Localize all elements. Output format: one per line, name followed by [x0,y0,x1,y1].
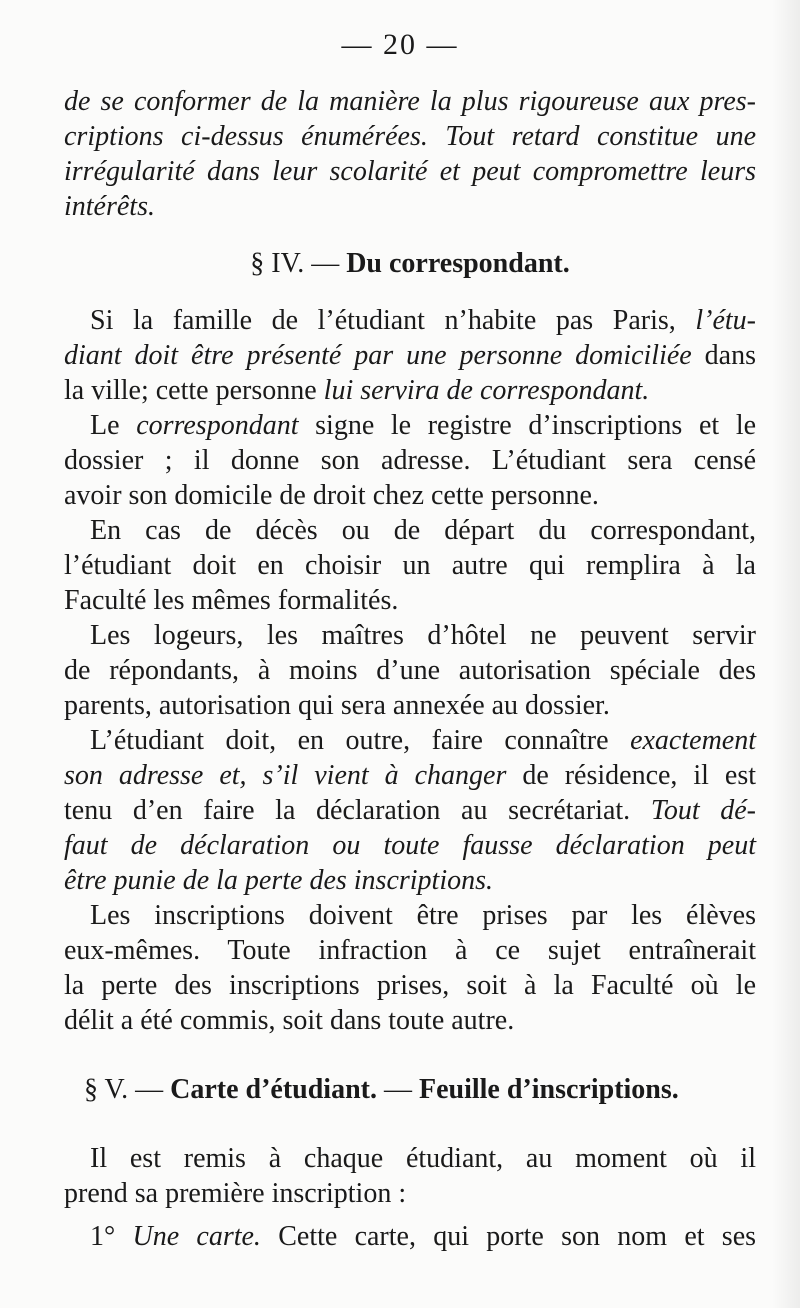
text-line [64,723,756,758]
paragraph [64,898,756,1038]
text-line: criptions ci-dessus énumérées. Tout retard constitue une [64,121,756,152]
text-line: faut de déclaration ou toute fausse déclaration peut [64,830,756,861]
paragraph [64,513,756,618]
italic-run: correspondant [136,410,299,441]
section-title: Carte d’étudiant. [170,1074,377,1105]
text-line [64,338,756,373]
page-number: — 20 — [341,28,459,61]
intro-paragraph [64,84,756,224]
text-run: Le [90,410,120,441]
text-line [64,758,756,793]
italic-run: diant doit être présenté par une personne domiciliée [64,340,692,371]
text-line [64,408,756,443]
text-run: tenu d’en faire la déclaration au secrétariat. [64,795,631,826]
text-line: avoir son domicile de droit chez cette personne. [64,480,599,511]
paragraph [64,618,756,723]
text-line: intérêts. [64,191,155,222]
text-run: Si la famille de l’étudiant n’habite pas Paris, [90,305,676,336]
paragraph [64,723,756,898]
text-line: de se conformer de la manière la plus rigoureuse aux pres- [64,86,756,117]
page-body [64,84,756,1254]
text-line: Il est remis à chaque étudiant, au moment où il [90,1143,756,1174]
italic-run: l’étu- [695,305,756,336]
text-run: L’étudiant doit, en outre, faire connaître [90,725,609,756]
paragraph [64,1219,756,1254]
text-run: 1° [90,1221,116,1252]
italic-run: exactement [630,725,756,756]
text-line [64,303,756,338]
text-run: Cette carte, qui porte son nom et ses [278,1221,757,1252]
italic-run: Tout dé- [650,795,756,826]
text-line: eux-mêmes. Toute infraction à ce sujet entraînerait [64,935,756,966]
italic-run: Une carte. [132,1221,261,1252]
section-number: § IV. — [250,248,340,279]
text-line [64,373,756,408]
page-edge-shadow [772,0,800,1308]
paragraph [64,303,756,408]
italic-run: son adresse et, [64,760,247,791]
text-line: Les logeurs, les maîtres d’hôtel ne peuvent servir [90,620,756,651]
text-line: dossier ; il donne son adresse. L’étudiant sera censé [64,445,756,476]
text-line: Les inscriptions doivent être prises par les élèves [90,900,756,931]
section-title: Du correspondant. [346,248,570,279]
section-heading-v [64,1072,756,1107]
italic-run: lui servira de correspondant. [323,375,650,406]
heading-dash: — [383,1074,412,1105]
text-line: la perte des inscriptions prises, soit à la Faculté où le [64,970,756,1001]
text-line: de répondants, à moins d’une autorisation spéciale des [64,655,756,686]
text-line: délit a été commis, soit dans toute autre. [64,1005,515,1036]
text-line: irrégularité dans leur scolarité et peut compromettre leurs [64,156,756,187]
section-heading-iv [64,246,756,281]
text-line: parents, autorisation qui sera annexée au dossier. [64,690,610,721]
text-run: de résidence, il est [522,760,757,791]
text-run: la ville; cette personne [64,375,317,406]
text-line: l’étudiant doit en choisir un autre qui remplira à la [64,550,756,581]
text-line: En cas de décès ou de départ du correspondant, [90,515,756,546]
text-line: Faculté les mêmes formalités. [64,585,399,616]
text-run: dans [704,340,756,371]
text-line [64,1219,756,1254]
paragraph [64,1141,756,1211]
section-number: § V. — [84,1074,164,1105]
text-line [64,793,756,828]
text-line: être punie de la perte des inscriptions. [64,865,493,896]
text-line: prend sa première inscription : [64,1178,407,1209]
text-run: signe le registre d’inscriptions et le [315,410,757,441]
section-title: Feuille d’inscriptions. [418,1074,679,1105]
italic-run: s’il vient à changer [262,760,507,791]
paragraph [64,408,756,513]
